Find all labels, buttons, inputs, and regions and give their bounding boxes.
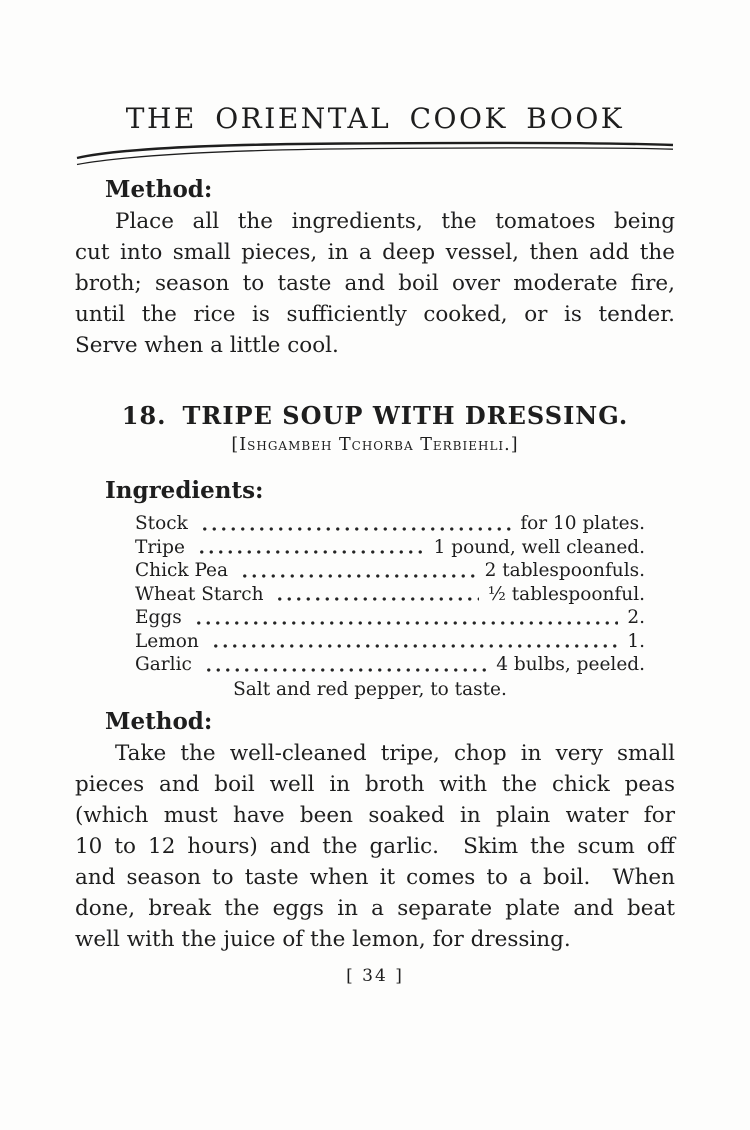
paragraph-line: (which must have been soaked in plain water for: [75, 803, 675, 829]
method-heading: Method:: [105, 708, 213, 736]
ingredients-list: [135, 512, 645, 677]
paragraph-line: and season to taste when it comes to a boil. When: [75, 865, 675, 891]
paragraph-line: well with the juice of the lemon, for dressing.: [75, 927, 571, 953]
paragraph-line: broth; season to taste and boil over moderate fire,: [75, 271, 675, 297]
ingredient-name: Garlic: [135, 654, 192, 676]
paragraph-line: until the rice is sufficiently cooked, or is tender.: [75, 302, 675, 328]
method-heading: Method:: [105, 176, 213, 204]
page-footer: [75, 966, 675, 986]
ingredient-name: Eggs: [135, 607, 182, 629]
ingredient-row: [135, 536, 645, 560]
ingredient-amount: for 10 plates.: [520, 513, 645, 535]
ingredients-note: Salt and red pepper, to taste.: [233, 678, 507, 700]
double-rule: [75, 136, 675, 166]
ingredients-heading: Ingredients:: [105, 477, 264, 505]
paragraph-line: Serve when a little cool.: [75, 333, 339, 359]
ingredient-amount: 4 bulbs, peeled.: [496, 654, 645, 676]
ingredient-row: [135, 512, 645, 536]
ingredient-amount: 1.: [627, 630, 645, 652]
dot-leader: [192, 606, 619, 630]
ingredients-block: [135, 512, 645, 701]
method-paragraph: [75, 206, 675, 361]
dot-leader: [238, 559, 476, 583]
dot-leader: [198, 512, 511, 536]
ingredient-row: [135, 559, 645, 583]
page-header: [75, 104, 675, 166]
recipe-title-text: TRIPE SOUP WITH DRESSING.: [182, 401, 629, 431]
paragraph-line: Take the well-cleaned tripe, chop in very small: [115, 741, 675, 767]
paragraph-line: cut into small pieces, in a deep vessel, then add the: [75, 240, 675, 266]
ingredient-name: Lemon: [135, 630, 199, 652]
recipe-title: [75, 403, 675, 429]
ingredient-amount: ½ tablespoonful.: [487, 583, 645, 605]
dot-leader: [273, 583, 478, 607]
dot-leader: [195, 536, 425, 560]
recipe-subtitle: [Ishgambeh Tchorba Terbiehli.]: [231, 435, 519, 456]
ingredient-name: Wheat Starch: [135, 583, 264, 605]
ingredient-amount: 1 pound, well cleaned.: [433, 536, 645, 558]
ingredient-name: Stock: [135, 513, 188, 535]
ingredient-amount: 2.: [627, 607, 645, 629]
method-paragraph: [75, 738, 675, 955]
page-number: [ 34 ]: [346, 966, 404, 987]
recipe-section: [75, 403, 675, 955]
ingredient-name: Tripe: [135, 536, 185, 558]
ingredient-name: Chick Pea: [135, 560, 229, 582]
paragraph-line: done, break the eggs in a separate plate and beat: [75, 896, 675, 922]
ingredient-row: [135, 653, 645, 677]
previous-recipe-method-section: [75, 176, 675, 361]
dot-leader: [202, 653, 487, 677]
paragraph-line: pieces and boil well in broth with the chick peas: [75, 772, 675, 798]
paragraph-line: 10 to 12 hours) and the garlic. Skim the scum off: [75, 834, 675, 860]
running-head: THE ORIENTAL COOK BOOK: [125, 102, 625, 135]
recipe-number: 18.: [121, 401, 167, 431]
ingredient-row: [135, 583, 645, 607]
paragraph-line: Place all the ingredients, the tomatoes being: [115, 209, 675, 235]
dot-leader: [209, 630, 619, 654]
ingredient-row: [135, 606, 645, 630]
ingredient-row: [135, 630, 645, 654]
ingredient-amount: 2 tablespoonfuls.: [484, 560, 645, 582]
